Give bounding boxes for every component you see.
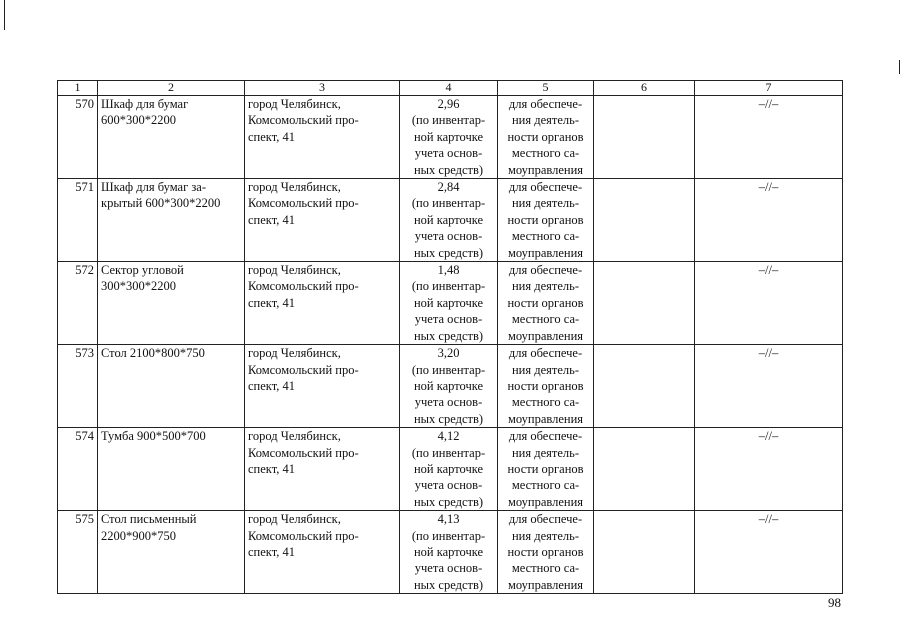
- item-value: 2,84 (по инвентар- ной карточке учета основ- ных средств): [400, 179, 498, 262]
- item-col6: [594, 179, 695, 262]
- item-value: 4,12 (по инвентар- ной карточке учета основ- ных средств): [400, 428, 498, 511]
- item-col7: –//–: [695, 179, 843, 262]
- table-row: [58, 345, 843, 428]
- item-name: Шкаф для бумаг за- крытый 600*300*2200: [98, 179, 245, 262]
- item-address: город Челябинск, Комсомольский про- спект, 41: [245, 262, 400, 345]
- header-cell: 7: [695, 81, 843, 96]
- item-purpose: для обеспече- ния деятель- ности органов местного са- моуправления: [498, 179, 594, 262]
- header-cell: 1: [58, 81, 98, 96]
- item-col6: [594, 428, 695, 511]
- header-cell: 4: [400, 81, 498, 96]
- row-number: 573: [58, 345, 98, 428]
- table-row: [58, 262, 843, 345]
- row-number: 571: [58, 179, 98, 262]
- item-address: город Челябинск, Комсомольский про- спект, 41: [245, 428, 400, 511]
- item-col6: [594, 262, 695, 345]
- item-col6: [594, 96, 695, 179]
- header-row: [58, 81, 843, 96]
- item-col7: –//–: [695, 96, 843, 179]
- row-number: 572: [58, 262, 98, 345]
- item-address: город Челябинск, Комсомольский про- спект, 41: [245, 96, 400, 179]
- item-name: Сектор угловой 300*300*2200: [98, 262, 245, 345]
- item-value: 2,96 (по инвентар- ной карточке учета основ- ных средств): [400, 96, 498, 179]
- item-col7: –//–: [695, 345, 843, 428]
- item-value: 3,20 (по инвентар- ной карточке учета основ- ных средств): [400, 345, 498, 428]
- item-purpose: для обеспече- ния деятель- ности органов местного са- моуправления: [498, 96, 594, 179]
- item-purpose: для обеспече- ния деятель- ности органов местного са- моуправления: [498, 345, 594, 428]
- header-cell: 2: [98, 81, 245, 96]
- scan-mark-left: [4, 0, 5, 30]
- scan-mark-right: [899, 60, 900, 74]
- property-table: [57, 80, 843, 594]
- item-purpose: для обеспече- ния деятель- ности органов местного са- моуправления: [498, 428, 594, 511]
- table-row: [58, 179, 843, 262]
- header-cell: 5: [498, 81, 594, 96]
- table-row: [58, 96, 843, 179]
- header-cell: 6: [594, 81, 695, 96]
- row-number: 570: [58, 96, 98, 179]
- item-col7: –//–: [695, 511, 843, 594]
- item-value: 4,13 (по инвентар- ной карточке учета основ- ных средств): [400, 511, 498, 594]
- page-number: 98: [828, 595, 841, 610]
- item-value: 1,48 (по инвентар- ной карточке учета основ- ных средств): [400, 262, 498, 345]
- item-purpose: для обеспече- ния деятель- ности органов местного са- моуправления: [498, 511, 594, 594]
- item-name: Тумба 900*500*700: [98, 428, 245, 511]
- item-col6: [594, 511, 695, 594]
- item-address: город Челябинск, Комсомольский про- спект, 41: [245, 179, 400, 262]
- header-cell: 3: [245, 81, 400, 96]
- row-number: 574: [58, 428, 98, 511]
- item-address: город Челябинск, Комсомольский про- спект, 41: [245, 345, 400, 428]
- item-name: Стол письменный 2200*900*750: [98, 511, 245, 594]
- table-row: [58, 511, 843, 594]
- item-name: Шкаф для бумаг 600*300*2200: [98, 96, 245, 179]
- item-purpose: для обеспече- ния деятель- ности органов местного са- моуправления: [498, 262, 594, 345]
- row-number: 575: [58, 511, 98, 594]
- item-col7: –//–: [695, 262, 843, 345]
- item-col6: [594, 345, 695, 428]
- item-name: Стол 2100*800*750: [98, 345, 245, 428]
- item-address: город Челябинск, Комсомольский про- спект, 41: [245, 511, 400, 594]
- item-col7: –//–: [695, 428, 843, 511]
- table-row: [58, 428, 843, 511]
